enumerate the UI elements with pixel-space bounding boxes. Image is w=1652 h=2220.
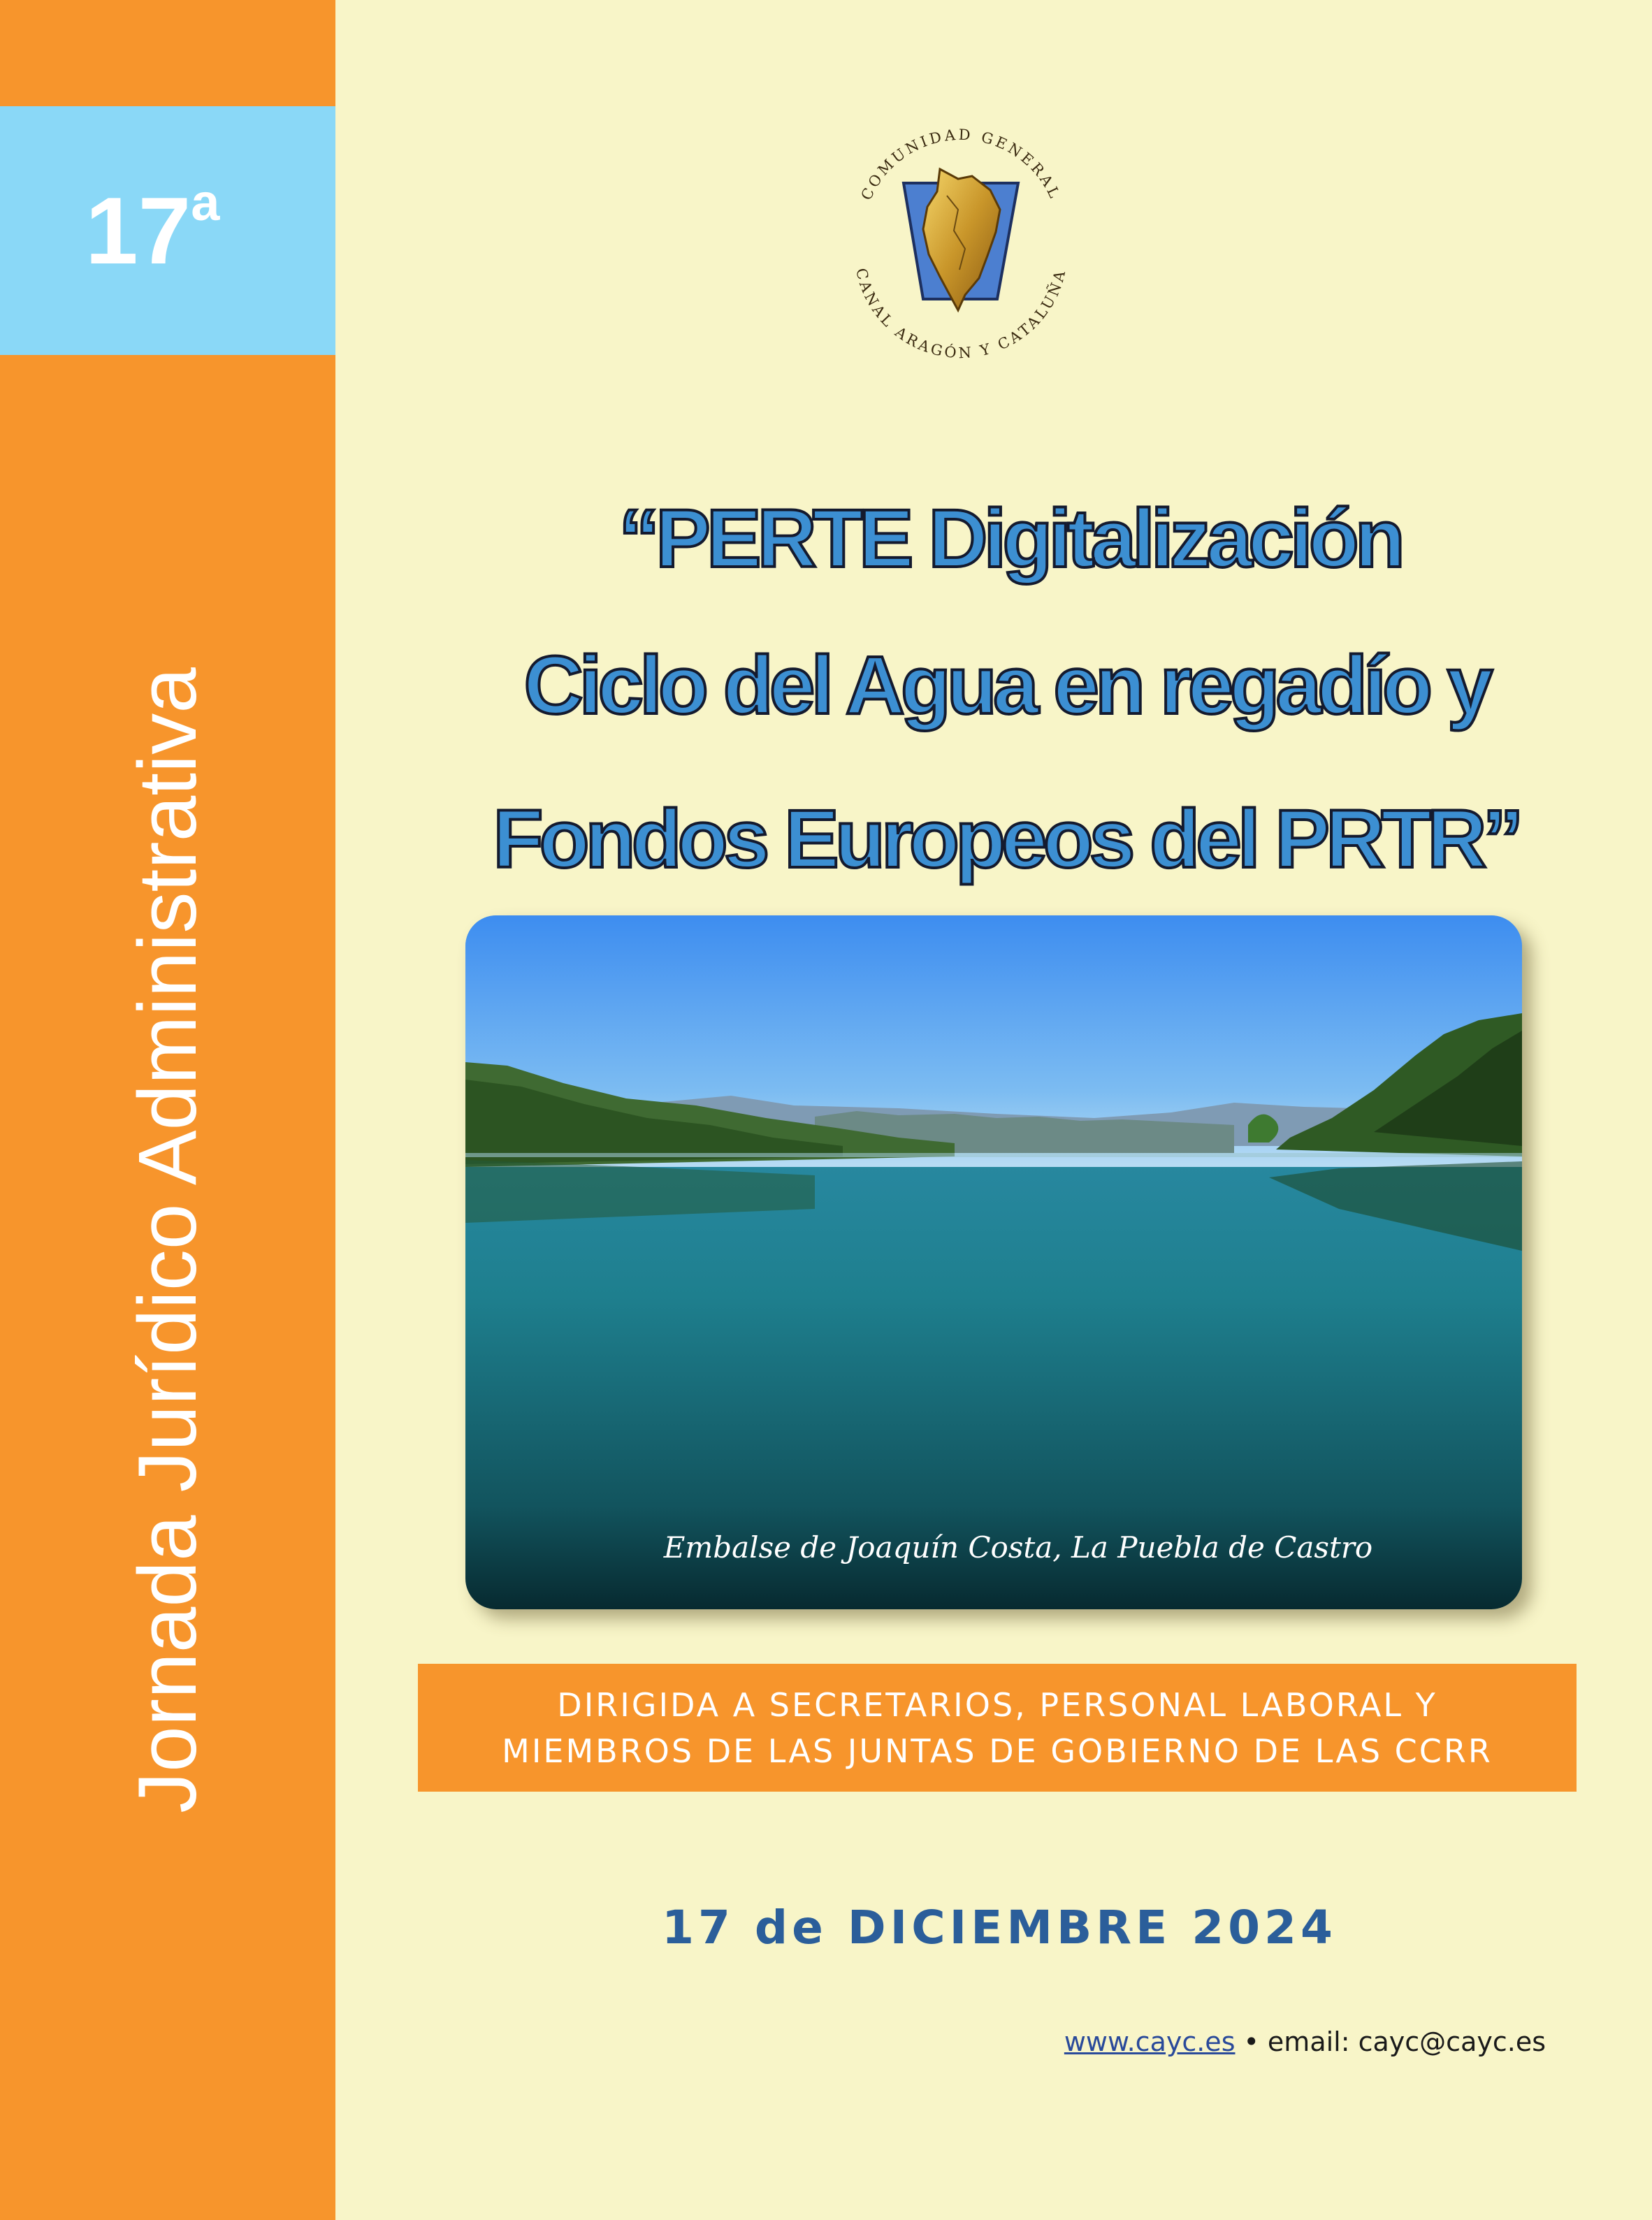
event-series-title: Jornada Jurídico Administrativa [122,667,214,1813]
edition-number: 17$^a$ [85,173,220,284]
audience-line-2: MIEMBROS DE LAS JUNTAS DE GOBIERNO DE LAS CCRR [502,1732,1493,1770]
organization-logo [835,112,1087,363]
audience-banner [418,1664,1577,1792]
email-address[interactable]: cayc@cayc.es [1358,2026,1546,2057]
event-title [370,493,1642,903]
title-line-1: “PERTE Digitalización [618,493,1401,585]
audience-line-1: DIRIGIDA A SECRETARIOS, PERSONAL LABORAL Y [557,1685,1437,1724]
contact-separator: • [1243,2026,1259,2057]
logo-top-text: COMUNIDAD GENERAL [857,126,1064,203]
reservoir-photo [465,915,1522,1609]
title-line-3: Fondos Europeos del PRTR” [493,793,1520,885]
website-link[interactable]: www.cayc.es [1064,2026,1236,2057]
contact-line [1064,2026,1546,2057]
event-date: 17 de DICIEMBRE 2024 [662,1901,1337,1954]
logo-bottom-text: CANAL ARAGÓN Y CATALUÑA [853,266,1069,362]
edition-suffix: a [191,173,220,231]
email-label: email: [1267,2026,1350,2057]
title-line-2: Ciclo del Agua en regadío y [523,639,1489,732]
photo-caption: Embalse de Joaquín Costa, La Puebla de Castro [663,1530,1373,1565]
